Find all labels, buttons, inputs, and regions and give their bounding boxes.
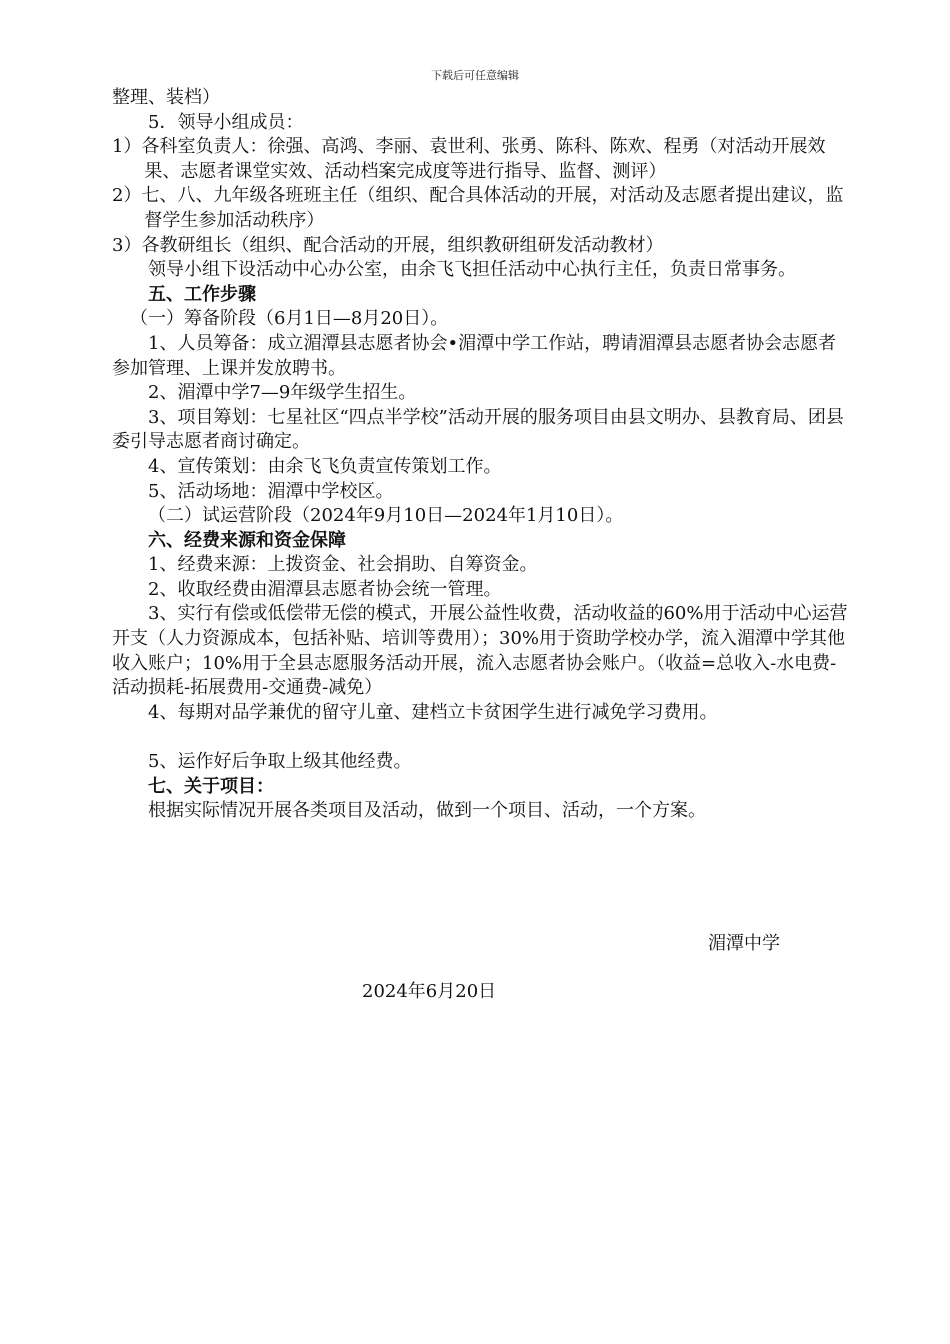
paragraph: 领导小组下设活动中心办公室，由余飞飞担任活动中心执行主任，负责日常事务。 (148, 259, 796, 281)
paragraph: 2、湄潭中学7—9年级学生招生。 (148, 382, 417, 404)
paragraph: 1、人员筹备：成立湄潭县志愿者协会•湄潭中学工作站，聘请湄潭县志愿者协会志愿者参加管理、上课并发放聘书。 (112, 332, 837, 379)
paragraph: 1、经费来源：上拨资金、社会捐助、自筹资金。 (148, 554, 538, 576)
signature-org: 湄潭中学 (708, 933, 780, 954)
list-item: 3）各教研组长（组织、配合活动的开展，组织教研组研发活动教材） (112, 234, 664, 256)
section-heading: 五、工作步骤 (148, 283, 256, 305)
list-item: 1）各科室负责人：徐强、高鸿、李丽、袁世利、张勇、陈科、陈欢、程勇（对活动开展效果、志愿者课堂实效、活动档案完成度等进行指导、监督、测评） (112, 136, 826, 182)
section-heading: 七、关于项目： (148, 775, 274, 797)
paragraph: 5、活动场地：湄潭中学校区。 (148, 480, 394, 502)
subsection-heading: （二）试运营阶段（2024年9月10日—2024年1月10日）。 (148, 505, 624, 527)
paragraph: 4、每期对品学兼优的留守儿童、建档立卡贫困学生进行减免学习费用。 (148, 701, 718, 723)
list-item: 2）七、八、九年级各班班主任（组织、配合具体活动的开展，对活动及志愿者提出建议，监督学生参加活动秩序） (112, 185, 844, 231)
paragraph: 4、宣传策划：由余飞飞负责宣传策划工作。 (148, 455, 502, 477)
paragraph: 5、运作好后争取上级其他经费。 (148, 751, 412, 773)
paragraph: 5．领导小组成员： (148, 111, 304, 133)
page-header: 下载后可任意编辑 (431, 69, 519, 82)
document-body (112, 86, 852, 824)
signature-date: 2024年6月20日 (362, 981, 497, 1002)
blank-line (112, 725, 852, 750)
paragraph: 2、收取经费由湄潭县志愿者协会统一管理。 (148, 578, 502, 600)
paragraph: 3、实行有偿或低偿带无偿的模式，开展公益性收费，活动收益的60%用于活动中心运营开支（人力资源成本，包括补贴、培训等费用）；30%用于资助学校办学，流入湄潭中学其他收入账户；10%用于全县志愿服务活动开展，流入志愿者协会账户。（收益=总收入-水电费-活动损耗-拓展费用-交通费-减免） (112, 603, 848, 699)
paragraph: 根据实际情况开展各类项目及活动，做到一个项目、活动，一个方案。 (148, 800, 706, 822)
section-heading: 六、经费来源和资金保障 (148, 529, 346, 551)
paragraph: 3、项目筹划：七星社区“四点半学校”活动开展的服务项目由县文明办、县教育局、团县委引导志愿者商讨确定。 (112, 406, 844, 453)
subsection-heading: （一）筹备阶段（6月1日—8月20日）。 (130, 308, 449, 330)
paragraph: 整理、装档） (112, 87, 220, 108)
